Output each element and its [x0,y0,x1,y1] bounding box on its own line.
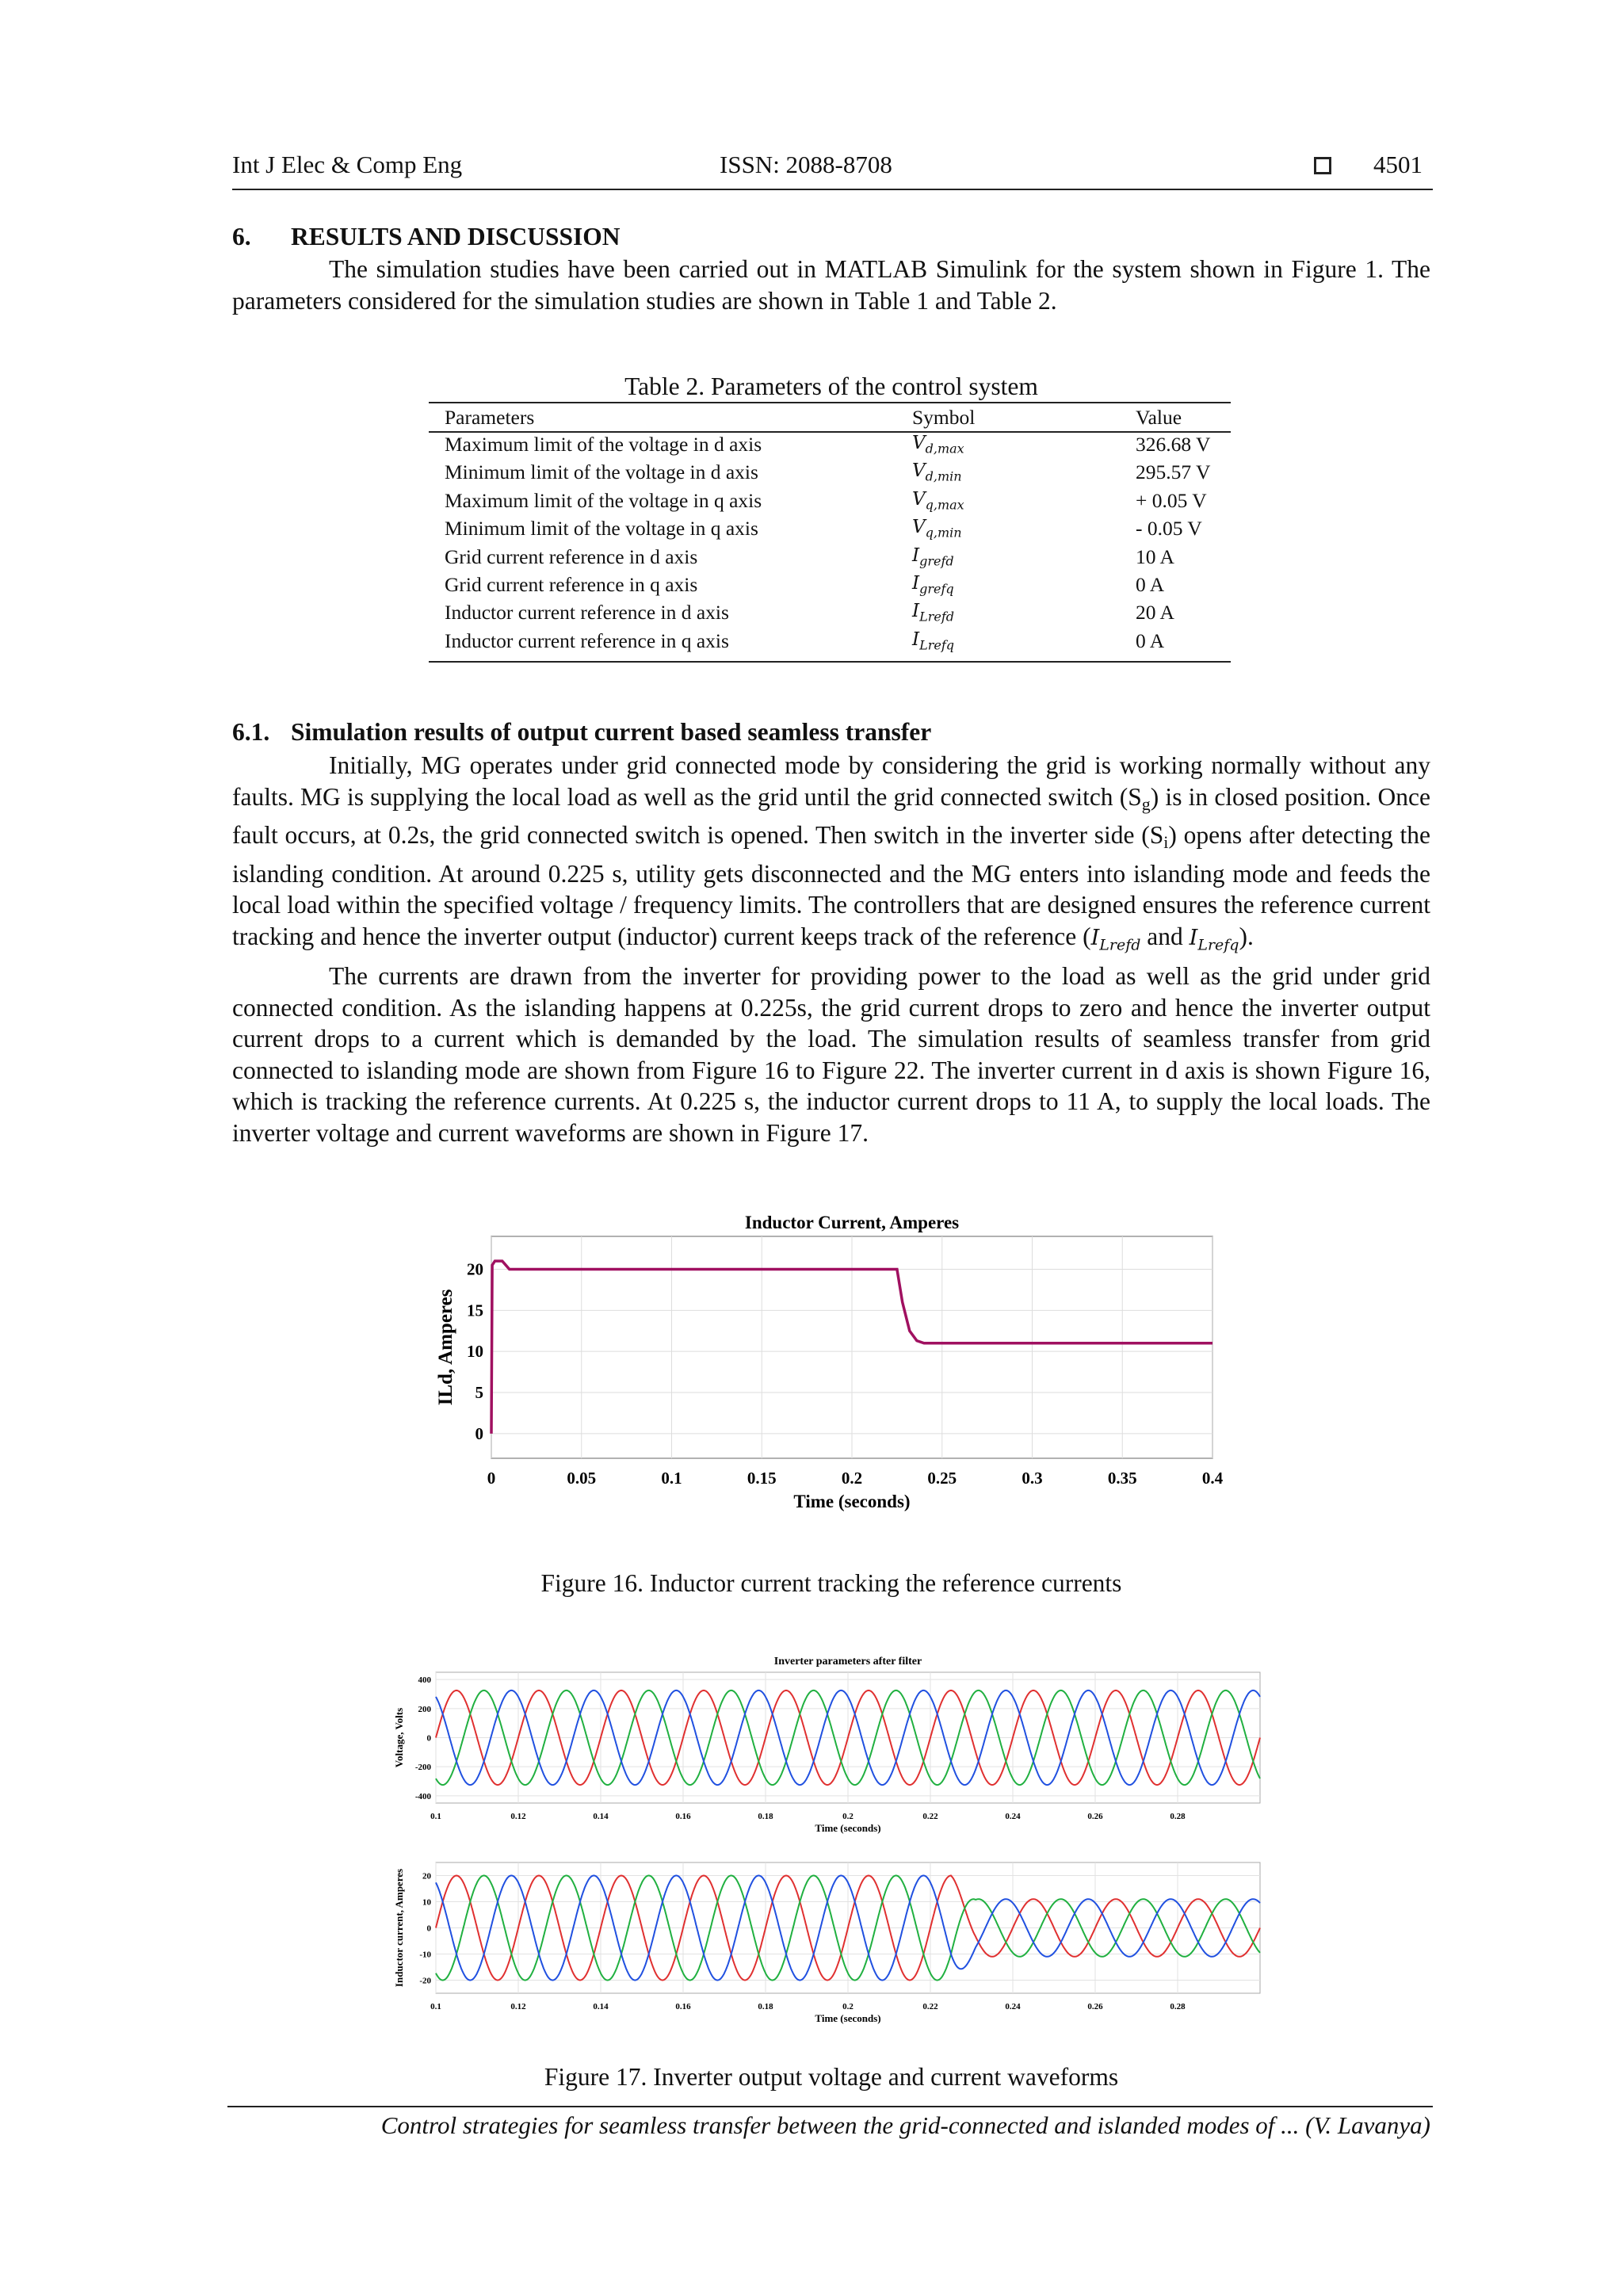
paragraph-text: Initially, MG operates under grid connected mode by considering the grid is working normally without any faults. MG is supplying the local load as well as the grid until the grid connected switch $(S_g)$ is in closed position. Once fault occurs, at 0.2s, the grid connected switch is opened. Then switch in the inverter side $(S_i)$ opens after detecting the islanding condition. At around 0.225 s, utility gets disconnected and the MG enters into islanding mode and feeds the local load within the specified voltage / frequency limits. The controllers that are designed ensures the reference current tracking and hence the inverter output (inductor) current keeps track of the reference ($I_{Lrefd}$ and $I_{Lrefq}$). [232,751,1430,953]
y-tick-label: 10 [422,1897,431,1908]
cell-symbol: $V_{d,max}$ [912,433,964,457]
x-tick-label: 0.24 [1005,2002,1021,2011]
section-heading [232,223,621,251]
cell-value: 10 A [1136,544,1174,568]
table-row [429,601,1231,628]
x-tick-label: 0.28 [1170,1812,1186,1821]
cell-value: + 0.05 V [1136,488,1207,512]
table-row [429,517,1231,544]
x-tick-label: 0.28 [1170,2002,1186,2011]
table-row [429,460,1231,488]
section-title: RESULTS AND DISCUSSION [291,223,621,250]
x-tick-label: 0.26 [1087,2002,1103,2011]
x-axis-label: Time (seconds) [793,1492,911,1511]
cell-value: 326.68 V [1136,433,1211,456]
x-tick-label: 0.14 [593,1812,609,1821]
x-axis-label: Time (seconds) [815,2012,881,2024]
cell-symbol: $V_{q,min}$ [912,517,962,541]
y-tick-label: 5 [475,1383,483,1403]
header-rule [232,189,1433,190]
math-symbol: $I_{Lrefd}$ [1090,925,1141,953]
x-tick-label: 0.22 [922,1812,938,1821]
x-tick-label: 0.05 [567,1469,597,1488]
cell-symbol: $I_{grefd}$ [912,544,954,569]
subsection-title: Simulation results of output current based seamless transfer [291,718,932,746]
x-tick-label: 0.26 [1087,1812,1103,1821]
subsection-number: 6.1. [232,718,270,746]
cell-value: 0 A [1136,572,1165,596]
x-tick-label: 0.16 [675,1812,691,1821]
chart-title: Inverter parameters after filter [773,1656,922,1668]
x-tick-label: 0.3 [1022,1469,1043,1488]
section-paragraph [232,254,1430,316]
y-tick-label: -10 [419,1950,431,1960]
figure-17-caption: Figure 17. Inverter output voltage and current waveforms [544,2063,1119,2091]
y-tick-label: 200 [418,1704,431,1714]
page-marker-icon [1314,151,1331,179]
x-tick-label: 0.25 [927,1469,957,1488]
x-tick-label: 0 [487,1469,496,1488]
x-tick-label: 0.18 [758,2002,773,2011]
subsection-heading [232,718,931,747]
x-tick-label: 0.24 [1005,1812,1021,1821]
y-tick-label: 0 [426,1733,431,1744]
cell-symbol: $I_{grefq}$ [912,572,954,597]
y-axis-label: Voltage, Volts [393,1707,405,1768]
y-tick-label: 0 [475,1423,483,1443]
cell-parameter: Minimum limit of the voltage in d axis [445,460,758,484]
figure-16-caption: Figure 16. Inductor current tracking the reference currents [540,1569,1122,1597]
y-tick-label: 20 [467,1259,483,1279]
cell-parameter: Minimum limit of the voltage in q axis [445,517,758,541]
y-tick-label: 20 [422,1871,431,1881]
x-tick-label: 0.1 [661,1469,682,1488]
y-tick-label: 0 [426,1924,431,1934]
table-row [429,629,1231,662]
y-axis-label: ILd, Amperes [435,1289,456,1406]
cell-symbol: $I_{Lrefd}$ [912,601,954,625]
x-tick-label: 0.1 [430,1812,441,1821]
x-tick-label: 0.14 [593,2002,609,2011]
running-header-issn: ISSN: 2088-8708 [720,151,892,178]
x-axis-label: Time (seconds) [815,1822,881,1834]
x-tick-label: 0.12 [510,1812,526,1821]
figure-16-chart [428,1213,1236,1538]
x-tick-label: 0.1 [430,2002,441,2011]
subsection-body [232,750,1430,1148]
cell-parameter: Grid current reference in q axis [445,572,698,596]
cell-value: 20 A [1136,601,1174,625]
x-tick-label: 0.15 [747,1469,777,1488]
table-row [429,432,1231,460]
section-number: 6. [232,223,251,250]
x-tick-label: 0.12 [510,2002,526,2011]
cell-parameter: Grid current reference in d axis [445,544,698,568]
y-tick-label: -200 [414,1763,431,1773]
column-header-symbol: Symbol [896,403,1120,432]
column-header-parameters: Parameters [429,403,896,432]
running-footer: Control strategies for seamless transfer between the grid-connected and islanded modes of ... (V. Lavanya) [380,2111,1430,2139]
table-caption: Table 2. Parameters of the control system [624,372,1038,400]
cell-parameter: Inductor current reference in d axis [445,601,729,625]
x-tick-label: 0.2 [842,1812,854,1821]
x-tick-label: 0.2 [841,1469,863,1488]
running-header-journal: Int J Elec & Comp Eng [232,151,463,178]
column-header-value: Value [1120,403,1231,432]
x-tick-label: 0.22 [922,2002,938,2011]
table-row [429,545,1231,573]
y-tick-label: 15 [467,1301,483,1320]
y-tick-label: -20 [419,1976,431,1986]
y-axis-label: Inductor current, Amperes [393,1868,405,1988]
y-tick-label: 10 [467,1342,483,1362]
footer-rule [227,2106,1433,2107]
figure-17-chart [388,1648,1268,2037]
cell-symbol: $I_{Lrefq}$ [896,629,1120,662]
x-tick-label: 0.16 [675,2002,691,2011]
parameters-table [429,402,1231,663]
cell-parameter: Inductor current reference in q axis [429,629,896,662]
table-row [429,573,1231,601]
y-tick-label: -400 [414,1791,431,1801]
cell-parameter: Maximum limit of the voltage in q axis [445,488,762,512]
cell-value: 295.57 V [1136,460,1211,484]
cell-value: - 0.05 V [1136,517,1202,541]
chart-title: Inductor Current, Amperes [744,1213,960,1232]
paragraph-text: The simulation studies have been carried out in MATLAB Simulink for the system shown in Figure 1. The parameters considered for the simulation studies are shown in Table 1 and Table 2. [232,255,1430,315]
cell-symbol: $V_{q,max}$ [912,488,964,513]
cell-symbol: $V_{d,min}$ [912,460,962,484]
paragraph-text: The currents are drawn from the inverter for providing power to the load as well as the grid under grid connected condition. As the islanding happens at 0.225s, the grid current drops to zero and hence the inverter output current drops to a current which is demanded by the load. The simulation results of seamless transfer from grid connected to islanding mode are shown from Figure 16 to Figure 22. The inverter current in d axis is shown Figure 16, which is tracking the reference currents. At 0.225 s, the inductor current drops to 11 A, to supply the local loads. The inverter voltage and current waveforms are shown in Figure 17. [232,962,1430,1147]
math-symbol: $I_{Lrefq}$ [1189,925,1239,953]
cell-value: 0 A [1120,629,1231,662]
y-tick-label: 400 [418,1675,431,1686]
x-tick-label: 0.18 [758,1812,773,1821]
table-header-row [429,403,1231,432]
x-tick-label: 0.4 [1201,1469,1224,1488]
page-number: 4501 [1373,151,1423,178]
cell-parameter: Maximum limit of the voltage in d axis [445,433,762,456]
x-tick-label: 0.35 [1107,1469,1137,1488]
x-tick-label: 0.2 [842,2002,854,2011]
table-row [429,489,1231,517]
